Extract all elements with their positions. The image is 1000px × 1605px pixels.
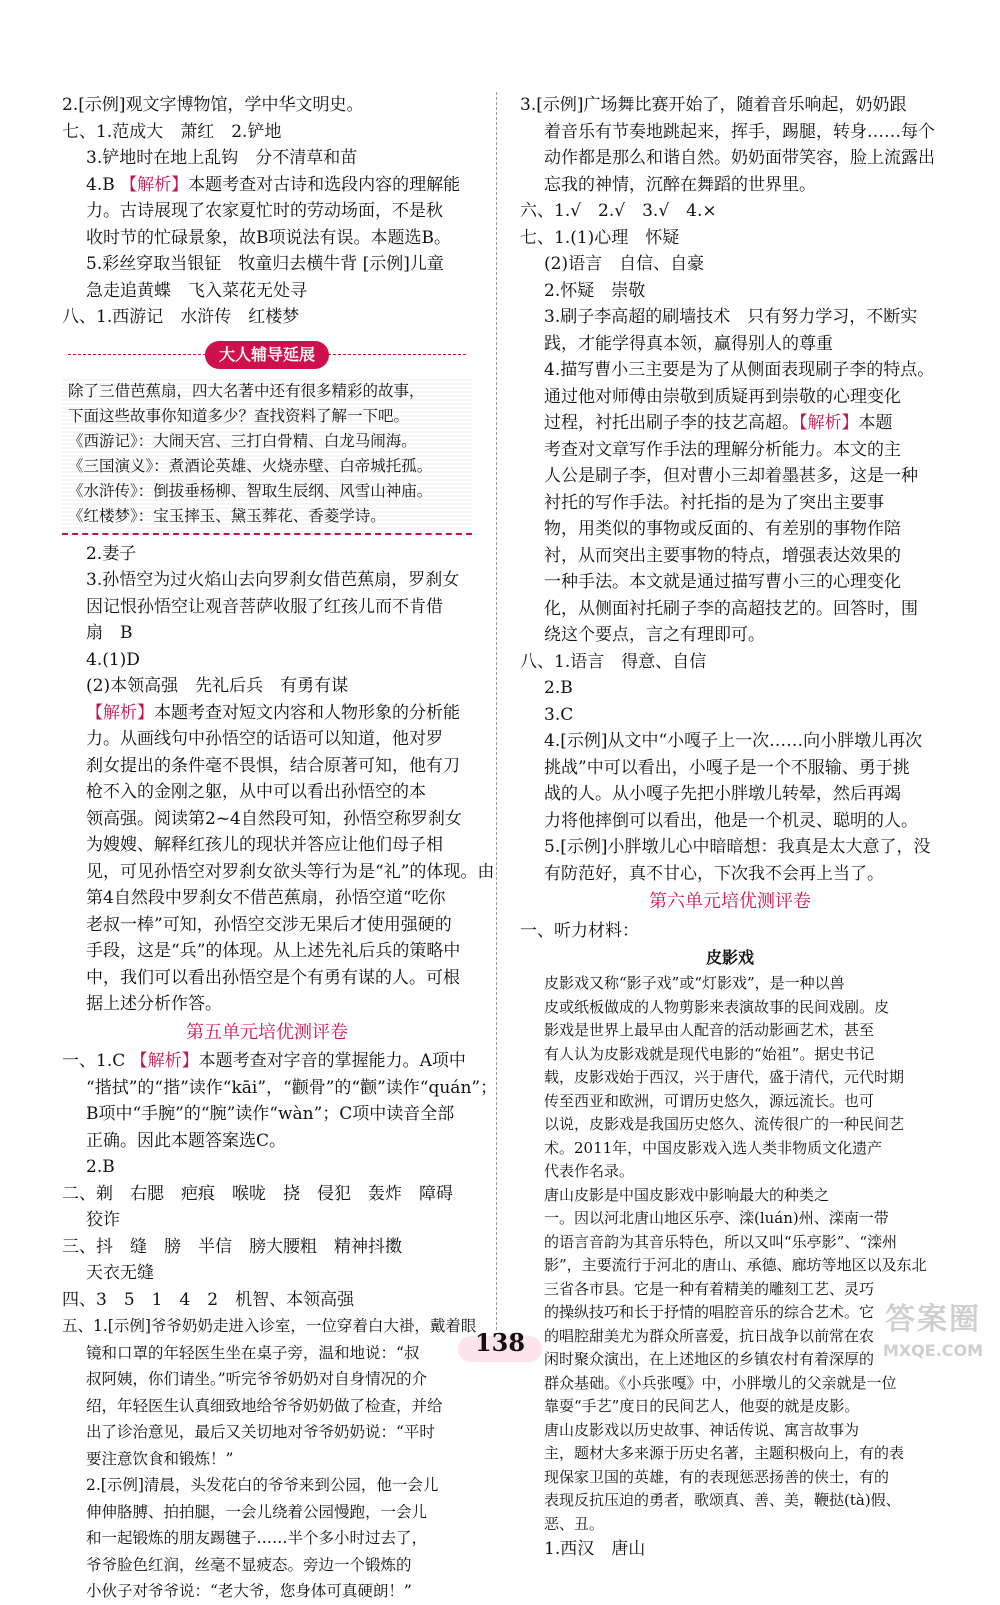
answer-line: 一、1.C 【解析】本题考查对字音的掌握能力。A项中: [62, 1051, 466, 1071]
answer-line: 4.B 【解析】本题考查对古诗和选段内容的理解能: [86, 174, 461, 195]
passage-line: 有人认为皮影戏就是现代电影的“始祖”。据史书记: [544, 1044, 875, 1063]
answer-line: 手段，这是“兵”的体现。从上述先礼后兵的策略中: [86, 941, 461, 961]
answer-line: 为嫂嫂、解释红孩儿的现状并答应让他们母子相: [86, 835, 443, 855]
passage-line: 的操纵技巧和长于抒情的唱腔音乐的综合艺术。它: [544, 1303, 875, 1321]
passage-line: 的语言音韵为其音乐特色，所以又叫“乐亭影”、“滦州: [544, 1232, 898, 1251]
section-title-unit5: 第五单元培优测评卷: [186, 1021, 348, 1043]
passage-line: 影”，主要流行于河北的唐山、承德、廊坊等地区以及东北: [544, 1256, 927, 1274]
passage-line: 皮或纸板做成的人物剪影来表演故事的民间戏剧。皮: [544, 997, 890, 1016]
passage-line: 以说，皮影戏是我国历史悠久、流传很广的一种民间艺: [544, 1115, 905, 1133]
answer-line: 衬，从而突出主要事物的特点，增强表达效果的: [544, 545, 901, 566]
answer-line: 2.妻子: [86, 543, 137, 564]
passage-line: 代表作名录。: [544, 1162, 635, 1180]
answer-line: 老叔一棒”可知，孙悟空交涉无果后才使用强硬的: [86, 914, 452, 935]
banner-label: 大人辅导延展: [205, 341, 329, 369]
answer-line: 2.[示例]观文字博物馆，学中华文明史。: [62, 95, 364, 115]
answers-right-part1: [520, 92, 940, 887]
answer-line: 正确。因此本题答案选C。: [86, 1130, 287, 1151]
analysis-marker: 【解析】: [120, 174, 189, 195]
answer-line: 三、抖 缝 膀 半信 膀大腰粗 精神抖擞: [62, 1236, 402, 1257]
answer-line: 绍，年轻医生认真细致地给爷爷奶奶做了检查，并给: [86, 1396, 443, 1415]
answer-line: 第4自然段中罗刹女不借芭蕉扇，孙悟空道“吃你: [86, 888, 446, 908]
box-line: 下面这些故事你知道多少？查找资料了解一下吧。: [68, 406, 410, 425]
box-line: 《红楼梦》：宝玉摔玉、黛玉葬花、香菱学诗。: [68, 506, 386, 525]
answer-line: 八、1.语言 得意、自信: [520, 651, 707, 672]
box-line: 《三国演义》：煮酒论英雄、火烧赤壁、白帝城托孤。: [68, 456, 433, 475]
answer-line: 一种手法。本文就是通过描写曹小三的心理变化: [544, 572, 901, 592]
passage-line: 唐山皮影是中国皮影戏中影响最大的种类之: [544, 1185, 830, 1204]
answer-line: 化，从侧面衬托刷子李的高超技艺的。回答时，围: [544, 598, 918, 619]
answer-line: 通过他对师傅由崇敬到质疑再到崇敬的心理变化: [544, 386, 901, 407]
answer-line: 着音乐有节奏地跳起来，挥手，踢腿，转身……每个: [544, 121, 935, 142]
answer-line: 八、1.西游记 水浒传 红楼梦: [62, 307, 300, 327]
answer-line: 叔阿姨，你们请坐。”听完爷爷奶奶对自身情况的介: [86, 1370, 428, 1388]
answer-line: 领高强。阅读第2~4自然段可知，孙悟空称罗刹女: [86, 808, 462, 829]
answer-line: 战的人。从小嘎子先把小胖墩儿转晕，然后再竭: [544, 784, 901, 804]
answer-line: 2.[示例]清晨，头发花白的爷爷来到公园，他一会儿: [86, 1476, 439, 1494]
answer-line: 中，我们可以看出孙悟空是个有勇有谋的人。可根: [86, 967, 460, 988]
answer-line: 挑战”中可以看出，小嘎子是一个不服输、勇于挑: [544, 757, 910, 778]
answer-line: 5.彩丝穿取当银钲 牧童归去横牛背 [示例]儿童: [86, 254, 444, 274]
passage-line: 皮影戏又称“影子戏”或“灯影戏”，是一种以兽: [544, 974, 845, 992]
answer-line: 和一起锻炼的朋友踢毽子……半个多小时过去了，: [86, 1529, 428, 1547]
answer-line: 3.孙悟空为过火焰山去向罗刹女借芭蕉扇，罗刹女: [86, 570, 460, 590]
answer-line: 收时节的忙碌景象，故B项说法有误。本题选B。: [86, 227, 451, 248]
answer-line: (2)本领高强 先礼后兵 有勇有谋: [86, 676, 349, 696]
passage-line: 闲时聚众演出，在上述地区的乡镇农村有着深厚的: [544, 1350, 875, 1368]
passage-line: 三省各市县。它是一种有着精美的雕刻工艺、灵巧: [544, 1279, 875, 1298]
answer-line: 刹女提出的条件毫不畏惧，结合原著可知，他有刀: [86, 755, 460, 776]
box-line: 《西游记》：大闹天宫、三打白骨精、白龙马闹海。: [68, 431, 417, 450]
answer-line: 3.刷子李高超的刷墙技术 只有努力学习，不断实: [544, 307, 918, 327]
answer-line: 忘我的神情，沉醉在舞蹈的世界里。: [544, 174, 816, 195]
listening-passage: [520, 972, 940, 1536]
answers-part2: [62, 541, 495, 1018]
listening-label: 一、听力材料：: [520, 920, 639, 941]
passage-line: 恶、丑。: [544, 1514, 605, 1533]
answer-line: 践，才能学得真本领，赢得别人的尊重: [544, 333, 833, 354]
left-column: [62, 92, 498, 1605]
answer-line: 绕这个要点，言之有理即可。: [544, 625, 765, 645]
answer-line: 力。古诗展现了农家夏忙时的劳动场面，不是秋: [86, 201, 443, 221]
answer-line: 5.[示例]小胖墩儿心中暗暗想：我真是太大意了，没: [544, 837, 931, 857]
passage-line: 传至西亚和欧洲，可谓历史悠久，源远流长。也可: [544, 1091, 875, 1110]
passage-line: 群众基础。《小兵张嘎》中，小胖墩儿的父亲就是一位: [544, 1373, 897, 1392]
answer-line: 伸伸胳膊、拍拍腿，一会儿绕着公园慢跑，一会儿: [86, 1502, 428, 1521]
passage-line: 主，题材大多来源于历史名著，主题积极向上，有的表: [544, 1444, 905, 1462]
answer-line: 七、1.(1)心理 怀疑: [520, 227, 680, 248]
passage-line: 术。2011年，中国皮影戏入选人类非物质文化遗产: [544, 1138, 883, 1157]
answer-line: 要注意饮食和锻炼！”: [86, 1449, 234, 1468]
box-line: 除了三借芭蕉扇，四大名著中还有很多精彩的故事，: [68, 381, 425, 400]
answer-line: 衬托的写作手法。衬托指的是为了突出主要事: [544, 492, 884, 513]
answer-line: 人公是刷子李，但对曹小三却着墨甚多，这是一种: [544, 466, 918, 486]
answers-part3: [62, 1048, 498, 1605]
answer-line: 过程，衬托出刷子李的技艺高超。【解析】本题: [544, 413, 893, 433]
passage-line: 载，皮影戏始于西汉，兴于唐代，盛于清代，元代时期: [544, 1068, 905, 1086]
page-number: 138: [440, 1330, 560, 1357]
answer-line: 爷爷脸色红润，丝毫不显疲态。旁边一个锻炼的: [86, 1555, 412, 1574]
answer-line: 1.西汉 唐山: [544, 1539, 646, 1559]
answer-line: 出了诊治意见，最后又关切地对爷爷奶奶说：“平时: [86, 1423, 435, 1441]
passage-line: 现保家卫国的英雄，有的表现惩恶扬善的侠士，有的: [544, 1467, 890, 1486]
passage-line: 唐山皮影戏以历史故事、神话传说、寓言故事为: [544, 1420, 860, 1439]
passage-line: 表现反抗压迫的勇者，歌颂真、善、美，鞭挞(tà)假、: [544, 1491, 901, 1509]
answer-line: 4.(1)D: [86, 649, 140, 670]
answer-line: 镜和口罩的年轻医生坐在桌子旁，温和地说：“叔: [86, 1343, 420, 1362]
answer-line: (2)语言 自信、自豪: [544, 254, 705, 274]
answer-line: 小伙子对爷爷说：“老大爷，您身体可真硬朗！”: [86, 1582, 412, 1600]
answer-line: 四、3 5 1 4 2 机智、本领高强: [62, 1289, 355, 1310]
answer-line: 二、剃 右腮 疤痕 喉咙 挠 侵犯 轰炸 障碍: [62, 1183, 453, 1204]
analysis-marker: 【解析】: [86, 702, 154, 723]
answer-line: 3.C: [544, 704, 574, 725]
passage-line: 靠耍“手艺”度日的民间艺人，他耍的就是皮影。: [544, 1397, 860, 1415]
answer-line: 2.怀疑 崇敬: [544, 280, 646, 301]
section-title-unit6: 第六单元培优测评卷: [649, 891, 811, 912]
answers-part1: [62, 92, 472, 331]
answer-line: 狡诈: [86, 1210, 120, 1230]
answer-line: 4.[示例]从文中“小嘎子上一次……向小胖墩儿再次: [544, 731, 923, 751]
answer-line: 有防范好，真不甘心，下次我不会再上当了。: [544, 863, 884, 884]
tutoring-banner: [62, 337, 472, 373]
answer-line: 枪不入的金刚之躯，从中可以看出孙悟空的本: [86, 782, 426, 802]
answer-line: 3.[示例]广场舞比赛开始了，随着音乐响起，奶奶跟: [520, 95, 907, 115]
answer-line: 考查对文章写作手法的理解分析能力。本文的主: [544, 439, 901, 460]
box-line: 《水浒传》：倒拔垂杨柳、智取生辰纲、风雪山神庙。: [68, 481, 433, 500]
answer-line: 2.B: [86, 1157, 115, 1177]
answer-line: 据上述分析作答。: [86, 994, 222, 1014]
answer-line: 3.铲地时在地上乱钩 分不清草和苗: [86, 148, 358, 168]
answer-line: 2.B: [544, 678, 573, 698]
watermark-url: MXQE.COM: [882, 1341, 984, 1360]
answer-line: 力。从画线句中孙悟空的话语可以知道，他对罗: [86, 729, 443, 749]
extension-box: [62, 377, 472, 535]
answer-line: 扇 B: [86, 623, 133, 643]
answer-line: 因记恨孙悟空让观音菩萨收服了红孩儿而不肯借: [86, 596, 443, 617]
answer-line: 动作都是那么和谐自然。奶奶面带笑容，脸上流露出: [544, 148, 935, 168]
answer-line: 4.描写曹小三主要是为了从侧面表现刷子李的特点。: [544, 360, 935, 380]
answer-line: 五、1.[示例]爷爷奶奶走进入诊室，一位穿着白大褂，戴着眼: [62, 1317, 477, 1335]
answer-line: 七、1.范成大 萧红 2.铲地: [62, 121, 282, 142]
watermark-logo: [868, 1300, 998, 1362]
passage-line: 的唱腔甜美尤为群众所喜爱，抗日战争以前常在农: [544, 1326, 875, 1345]
answer-line: “揩拭”的“揩”读作“kāi”，“颧骨”的“颧”读作“quán”；: [86, 1077, 498, 1098]
passage-line: 一。因以河北唐山地区乐亭、滦(luán)州、滦南一带: [544, 1209, 889, 1227]
watermark-text: 答案圈: [885, 1302, 981, 1337]
column-divider: [496, 92, 497, 1330]
answer-line: 天衣无缝: [86, 1263, 154, 1283]
passage-line: 影戏是世界上最早由人配音的活动影画艺术，甚至: [544, 1021, 875, 1039]
answer-line: B项中“手腕”的“腕”读作“wàn”；C项中读音全部: [86, 1104, 455, 1124]
answer-line: 急走追黄蝶 飞入菜花无处寻: [86, 280, 307, 301]
analysis-marker: 【解析】: [130, 1051, 199, 1071]
answer-line: 六、1.√ 2.√ 3.√ 4.×: [520, 201, 717, 221]
answer-line: 物，用类似的事物或反面的、有差别的事物作陪: [544, 519, 901, 539]
analysis-marker: 【解析】: [799, 413, 859, 433]
answer-line: 【解析】本题考查对短文内容和人物形象的分析能: [86, 702, 460, 723]
answer-line: 力将他摔倒可以看出，他是一个机灵、聪明的人。: [544, 810, 918, 831]
story-title: 皮影戏: [705, 948, 754, 967]
answer-line: 见，可见孙悟空对罗刹女欲头等行为是“礼”的体现。由: [86, 861, 495, 882]
